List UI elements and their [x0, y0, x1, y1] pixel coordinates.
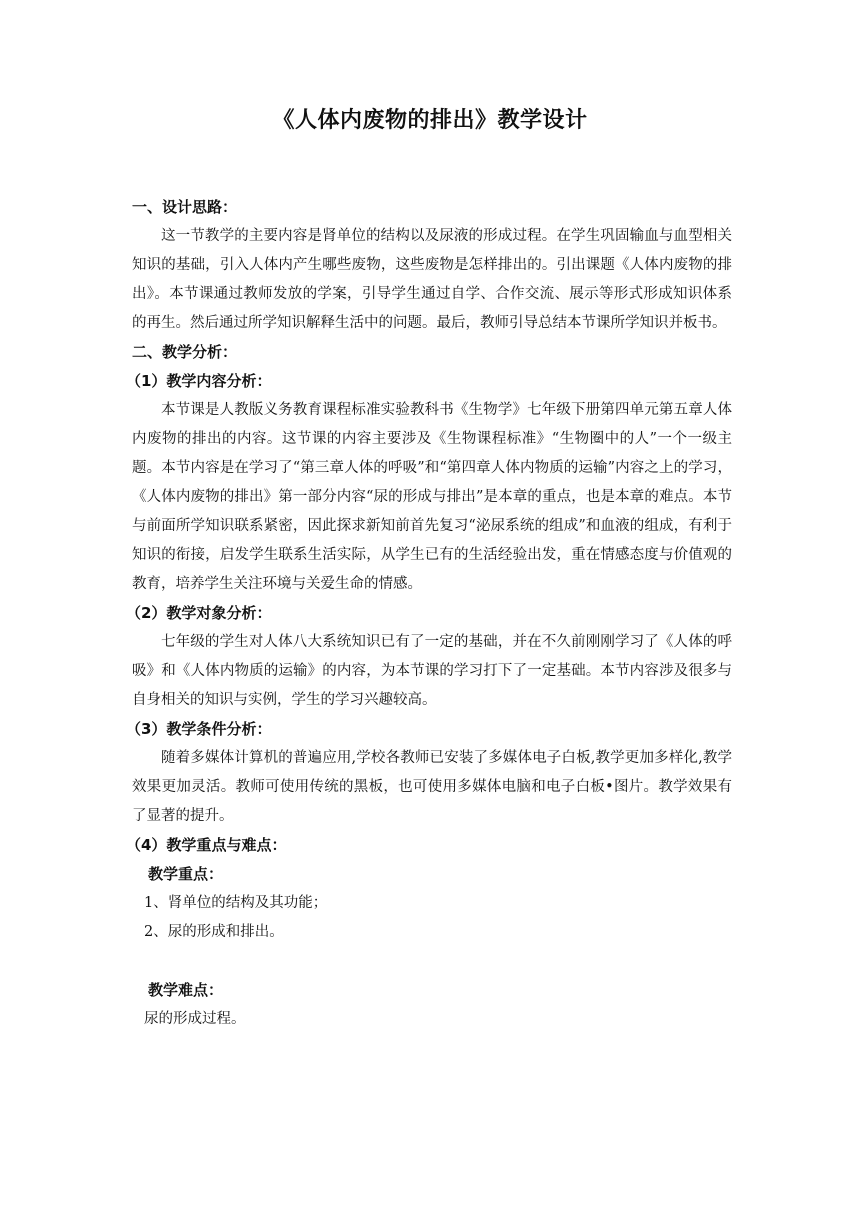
difficulty-label: 教学难点： — [148, 981, 224, 999]
document-title: 《人体内废物的排出》教学设计 — [272, 108, 588, 133]
key-point-item-2: 2、尿的形成和排出。 — [144, 924, 284, 940]
subheading-key-points-difficulties: （4）教学重点与难点： — [126, 836, 287, 854]
section-heading-teaching-analysis: 二、教学分析： — [132, 343, 238, 361]
difficulty-text: 尿的形成过程。 — [144, 1011, 246, 1027]
section-heading-design-idea: 一、设计思路： — [132, 198, 238, 216]
key-points-label: 教学重点： — [148, 865, 224, 883]
design-idea-paragraph: 这一节教学的主要内容是肾单位的结构以及尿液的形成过程。在学生巩固输血与血型相关知识的基础，引入人体内产生哪些废物，这些废物是怎样排出的。引出课题《人体内废物的排出》。本节课通过教师发放的学案，引导学生通过自学、合作交流、展示等形式形成知识体系的再生。然后通过所学知识解释生活中的问题。最后，教师引导总结本节课所学知识并板书。 — [132, 228, 732, 331]
spacer — [132, 947, 732, 976]
content-analysis-paragraph: 本节课是人教版义务教育课程标准实验教科书《生物学》七年级下册第四单元第五章人体内废物的排出的内容。这节课的内容主要涉及《生物课程标准》“生物圈中的人”一个一级主题。本节内容是在学习了“第三章人体的呼吸”和“第四章人体内物质的运输”内容之上的学习，《人体内废物的排出》第一部分内容“尿的形成与排出”是本章的重点，也是本章的难点。本节与前面所学知识联系紧密，因此探求新知前首先复习“泌尿系统的组成”和血液的组成，有利于知识的衔接，启发学生联系生活实际，从学生已有的生活经验出发，重在情感态度与价值观的教育，培养学生关注环境与关爱生命的情感。 — [132, 402, 732, 592]
conditions-analysis-paragraph: 随着多媒体计算机的普遍应用,学校各教师已安装了多媒体电子白板,教学更加多样化,教学效果更加灵活。教师可使用传统的黑板，也可使用多媒体电脑和电子白板•图片。教学效果有了显著的提升。 — [132, 750, 732, 824]
document-body — [126, 193, 732, 1034]
subheading-student-analysis: （2）教学对象分析： — [126, 604, 272, 622]
subheading-conditions-analysis: （3）教学条件分析： — [126, 720, 272, 738]
key-point-item-1: 1、肾单位的结构及其功能； — [144, 895, 328, 911]
subheading-content-analysis: （1）教学内容分析： — [126, 372, 272, 390]
student-analysis-paragraph: 七年级的学生对人体八大系统知识已有了一定的基础，并在不久前刚刚学习了《人体的呼吸》和《人体内物质的运输》的内容，为本节课的学习打下了一定基础。本节内容涉及很多与自身相关的知识与实例，学生的学习兴趣较高。 — [132, 634, 732, 708]
